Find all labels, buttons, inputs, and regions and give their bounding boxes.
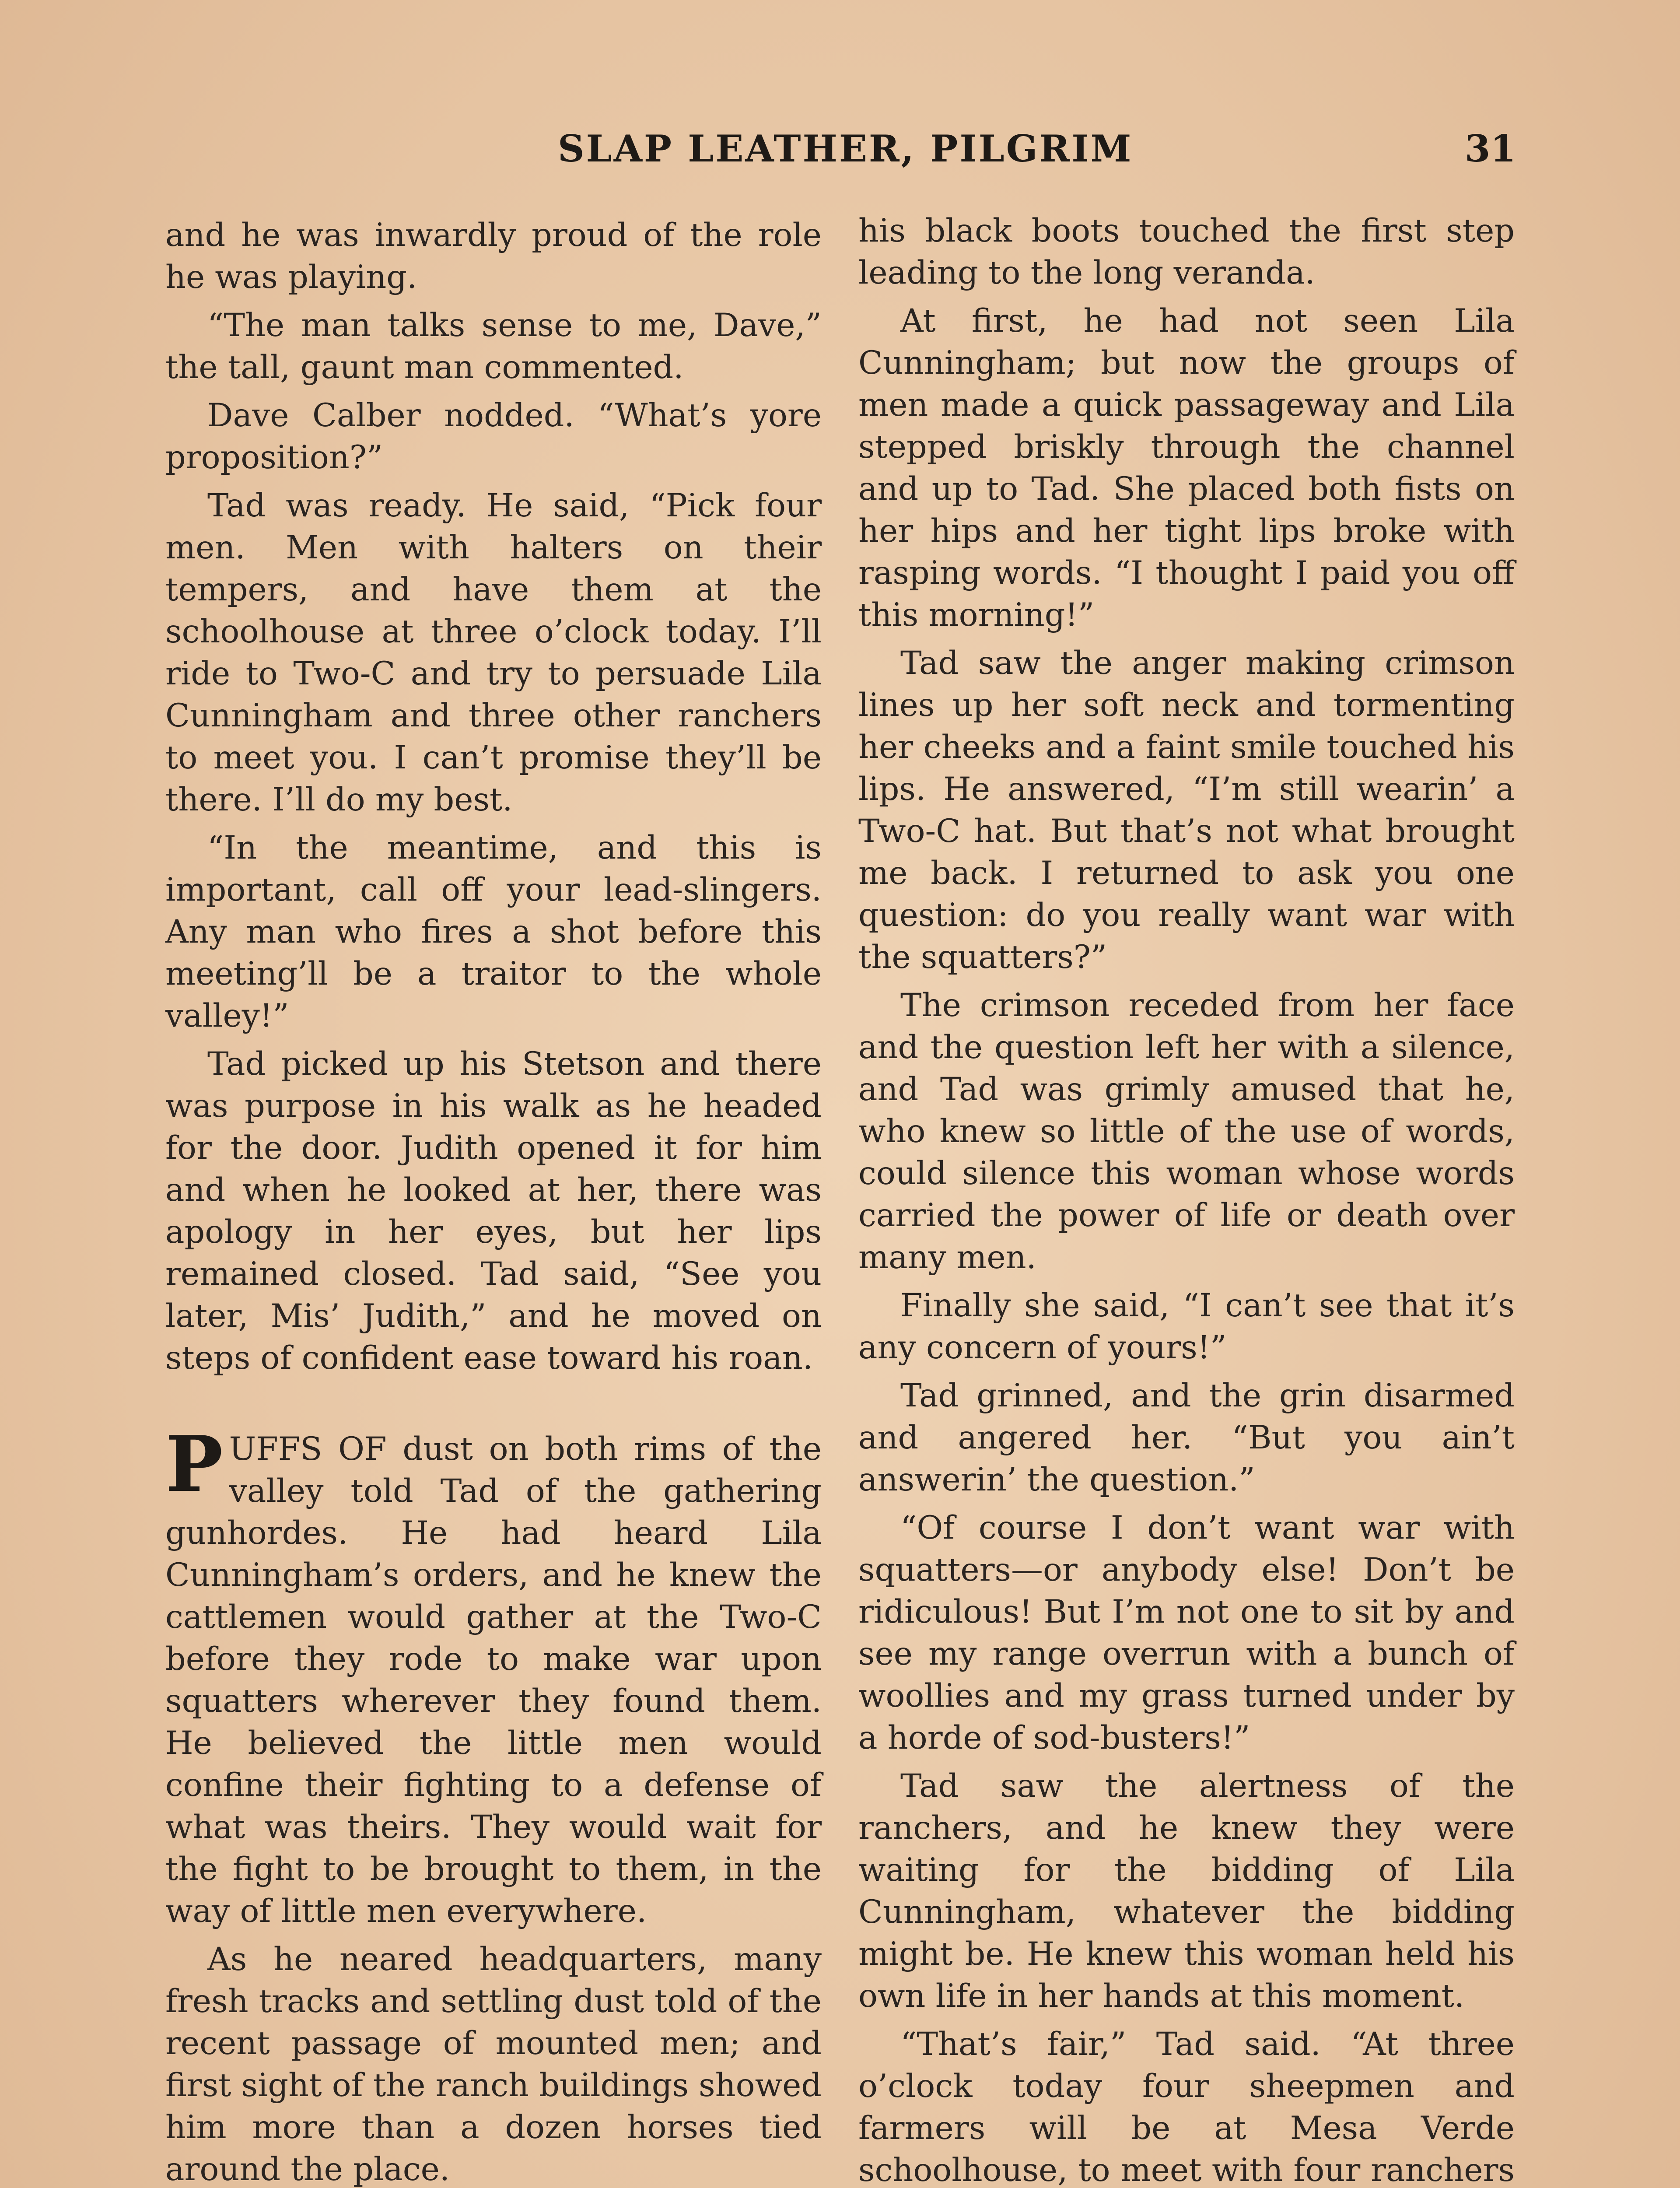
paragraph: Tad was ready. He said, “Pick four men. Men with halters on their tempers, and have them at the schoolhouse at three o’clock today. I’ll ride to Two-C and try to persuade Lila Cunningham and three other ranchers to meet you. I can’t promise they’ll be there. I’ll do my best.: [165, 487, 822, 818]
running-header: [0, 127, 1680, 179]
left-column: [165, 214, 822, 2188]
paragraph: At first, he had not seen Lila Cunningham; but now the groups of men made a quick passageway and Lila stepped briskly through the channel and up to Tad. She placed both fists on her hips and her tight lips broke with rasping words. “I thought I paid you off this morning!”: [858, 302, 1515, 634]
paragraph: Finally she said, “I can’t see that it’s any concern of yours!”: [858, 1287, 1515, 1366]
paragraph: Dave Calber nodded. “What’s yore proposition?”: [165, 397, 822, 476]
paragraph: “Of course I don’t want war with squatters—or anybody else! Don’t be ridiculous! But I’m not one to sit by and see my range overrun with a bunch of woollies and my grass turned under by a horde of sod-busters!”: [858, 1509, 1515, 1757]
paragraph: The crimson receded from her face and the question left her with a silence, and Tad was grimly amused that he, who knew so little of the use of words, could silence this woman whose words carried the power of life or death over many men.: [858, 987, 1515, 1276]
paragraph: “That’s fair,” Tad said. “At three o’clock today four sheepmen and farmers will be at Mesa Verde schoolhouse, to meet with four ranchers: [858, 2026, 1515, 2188]
section-opening-paragraph: [165, 1420, 822, 1932]
paragraph: “The man talks sense to me, Dave,” the tall, gaunt man commented.: [165, 307, 822, 386]
paragraph: Tad saw the alertness of the ranchers, and he knew they were waiting for the bidding of Lila Cunningham, whatever the bidding might be. He knew this woman held his own life in her hands at this moment.: [858, 1767, 1515, 2015]
right-column: [858, 210, 1515, 2188]
paragraph: Tad grinned, and the grin disarmed and angered her. “But you ain’t answerin’ the question.”: [858, 1377, 1515, 1498]
story-title: SLAP LEATHER, PILGRIM: [558, 127, 1133, 170]
page-number: 31: [1465, 127, 1516, 170]
paragraph: Tad picked up his Stetson and there was purpose in his walk as he headed for the door. Judith opened it for him and when he looked at her, there was apology in her eyes, but her lips remained closed. Tad said, “See you later, Mis’ Judith,” and he moved on steps of confident ease toward his roan.: [165, 1045, 822, 1377]
paragraph: Tad saw the anger making crimson lines up her soft neck and tormenting her cheeks and a faint smile touched his lips. He answered, “I’m still wearin’ a Two-C hat. But that’s not what brought me back. I returned to ask you one question: do you really want war with the squatters?”: [858, 645, 1515, 976]
paragraph-text: UFFS OF dust on both rims of the valley told Tad of the gathering gunhordes. He had heard Lila Cunningham’s orders, and he knew the cattlemen would gather at the Two-C before they rode to make war upon squatters wherever they found them. He believed the little men would confine their fighting to a defense of what was theirs. They would wait for the fight to be brought to them, in the way of little men everywhere.: [165, 1431, 822, 1930]
paragraph: his black boots touched the first step leading to the long veranda.: [858, 212, 1515, 291]
paragraph: “In the meantime, and this is important, call off your lead-slingers. Any man who fires a shot before this meeting’ll be a traitor to the whole valley!”: [165, 829, 822, 1034]
paragraph: and he was inwardly proud of the role he was playing.: [165, 217, 822, 296]
paragraph: As he neared headquarters, many fresh tracks and settling dust told of the recent passage of mounted men; and first sight of the ranch buildings showed him more than a dozen horses tied around the place.: [165, 1941, 822, 2188]
drop-cap: P: [165, 1420, 223, 1509]
